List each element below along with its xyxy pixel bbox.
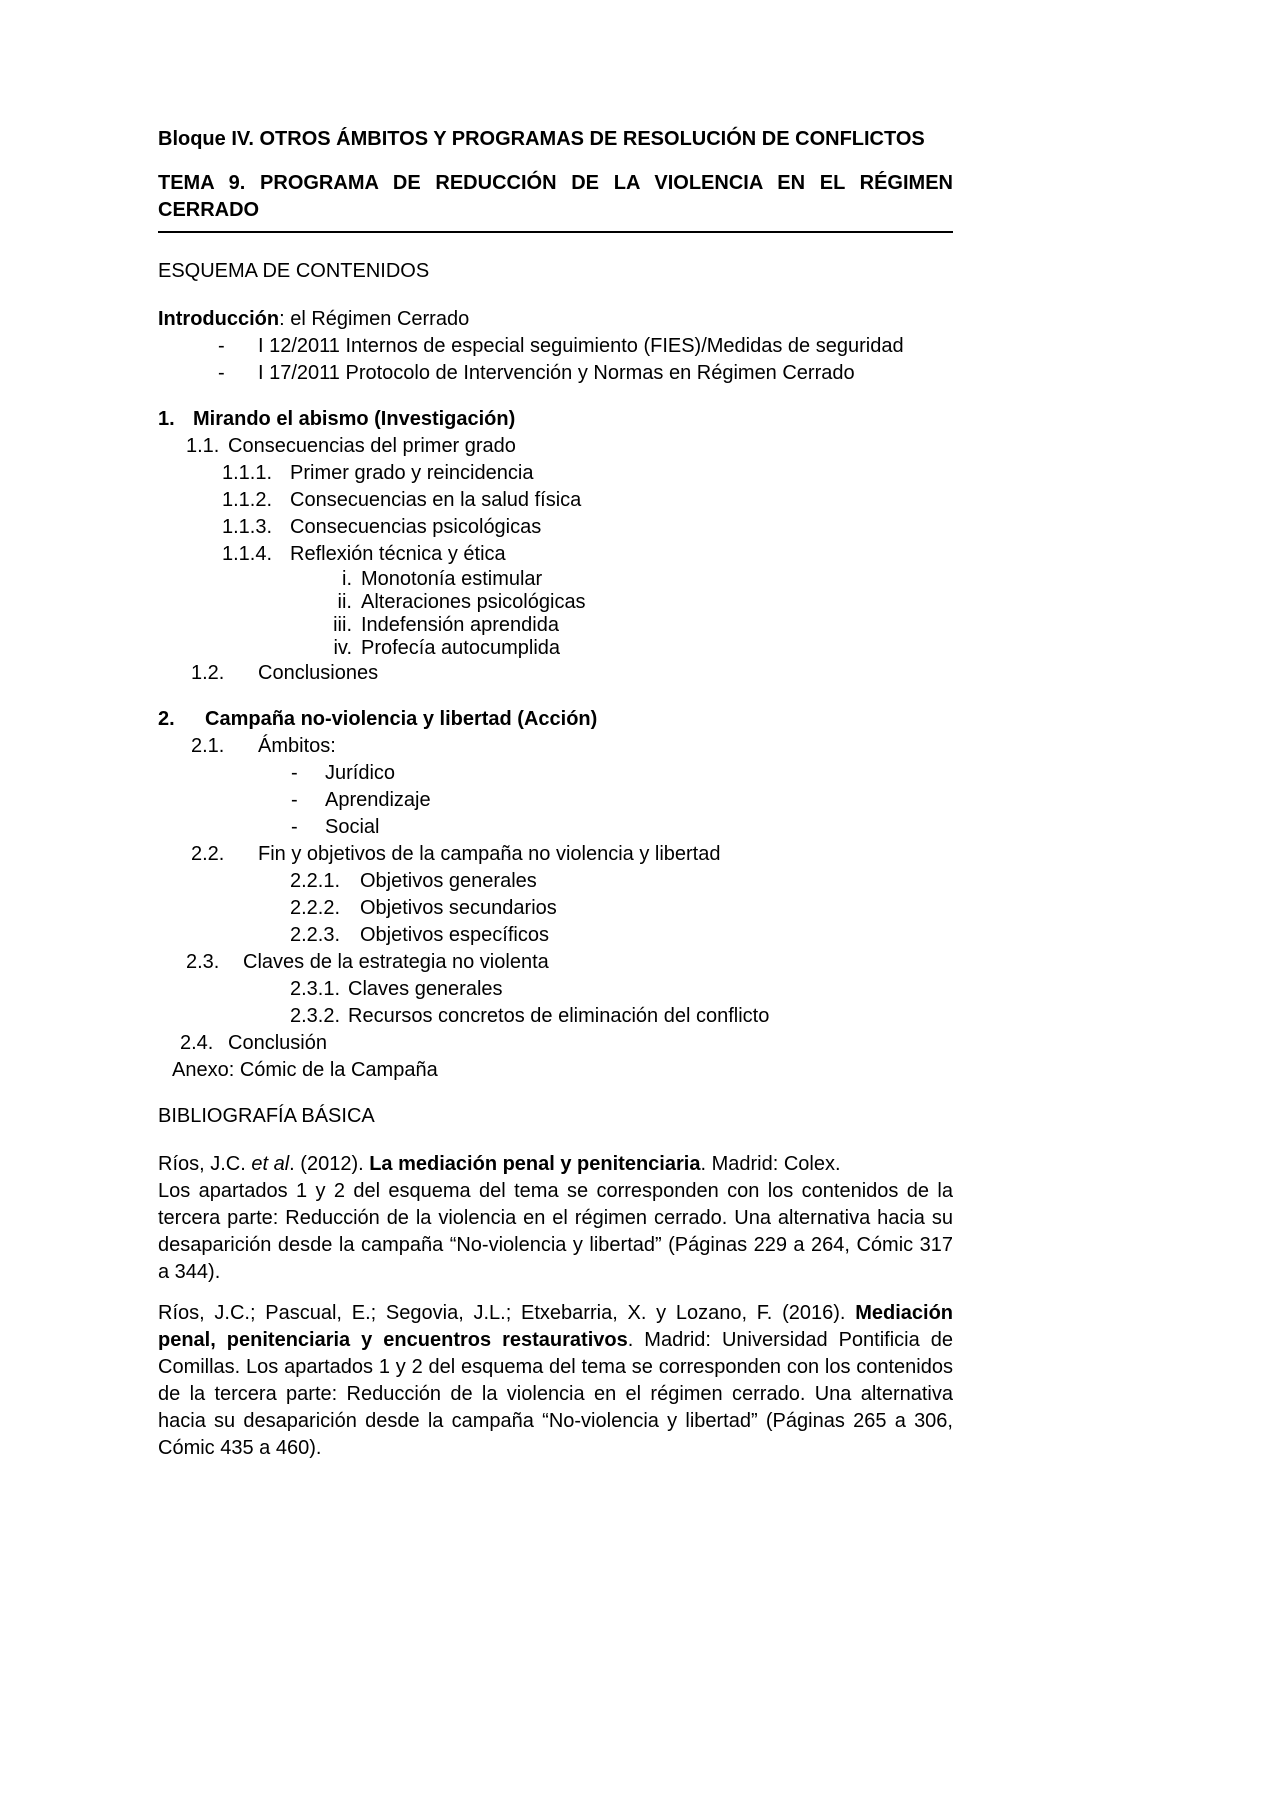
intro-item-text: I 12/2011 Internos de especial seguimiento (FIES)/Medidas de seguridad bbox=[258, 335, 904, 357]
item-text: Consecuencias en la salud física bbox=[290, 489, 582, 511]
intro-suffix: : el Régimen Cerrado bbox=[279, 308, 470, 330]
item-number: 1.1.2. bbox=[222, 489, 273, 511]
tema-heading-line2: CERRADO bbox=[158, 199, 260, 221]
section-2-heading bbox=[158, 706, 953, 733]
list-dash: - bbox=[291, 762, 298, 784]
outline-item-roman-i bbox=[158, 568, 953, 591]
ambito-item-aprendizaje bbox=[158, 787, 953, 814]
item-text: Primer grado y reincidencia bbox=[290, 462, 534, 484]
intro-item-1 bbox=[158, 333, 953, 360]
item-text: Social bbox=[325, 816, 380, 838]
item-number: 2.1. bbox=[191, 735, 225, 757]
item-number: 1.1.1. bbox=[222, 462, 273, 484]
intro-heading bbox=[158, 306, 953, 333]
outline-item-1-1-2 bbox=[158, 487, 953, 514]
item-text: Conclusión bbox=[228, 1032, 327, 1054]
outline-item-1-2 bbox=[158, 660, 953, 687]
outline-item-2-2-1 bbox=[158, 868, 953, 895]
item-text: Alteraciones psicológicas bbox=[361, 591, 586, 613]
tema-heading bbox=[158, 170, 953, 233]
item-number: 2.3.1. bbox=[290, 978, 341, 1000]
intro-item-text: I 17/2011 Protocolo de Intervención y Normas en Régimen Cerrado bbox=[258, 362, 855, 384]
bibliography-entry-2 bbox=[158, 1300, 953, 1462]
item-text: Monotonía estimular bbox=[361, 568, 543, 590]
section-title: Mirando el abismo (Investigación) bbox=[193, 408, 516, 430]
item-text: Objetivos específicos bbox=[360, 924, 549, 946]
ref-authors: Ríos, J.C. bbox=[158, 1153, 252, 1175]
ambito-item-social bbox=[158, 814, 953, 841]
outline-item-anexo bbox=[158, 1057, 953, 1084]
section-number: 2. bbox=[158, 708, 175, 730]
outline-item-1-1-1 bbox=[158, 460, 953, 487]
ref-description: Los apartados 1 y 2 del esquema del tema se corresponden con los contenidos de la tercera parte: Reducción de la violencia en el régimen cerrado. Una alternativa hacia su desaparición desde la campaña “No-violencia y libertad” (Páginas 229 a 264, Cómic 317 a 344). bbox=[158, 1180, 953, 1283]
section-title: Campaña no-violencia y libertad (Acción) bbox=[205, 708, 598, 730]
item-number: 2.3.2. bbox=[290, 1005, 341, 1027]
item-text: Anexo: Cómic de la Campaña bbox=[172, 1059, 438, 1081]
item-text: Profecía autocumplida bbox=[361, 637, 561, 659]
esquema-heading: ESQUEMA DE CONTENIDOS bbox=[158, 260, 430, 282]
outline-item-2-3-2 bbox=[158, 1003, 953, 1030]
item-text: Ámbitos: bbox=[258, 735, 336, 757]
ref-publisher: . Madrid: Colex. bbox=[700, 1153, 841, 1175]
outline-item-2-2 bbox=[158, 841, 953, 868]
item-number: 2.4. bbox=[180, 1032, 214, 1054]
bibliography-heading: BIBLIOGRAFÍA BÁSICA bbox=[158, 1105, 375, 1127]
item-text: Consecuencias del primer grado bbox=[228, 435, 516, 457]
outline-item-2-2-3 bbox=[158, 922, 953, 949]
item-text: Aprendizaje bbox=[325, 789, 431, 811]
item-text: Conclusiones bbox=[258, 662, 379, 684]
item-number: 1.1.3. bbox=[222, 516, 273, 538]
outline-item-2-1 bbox=[158, 733, 953, 760]
section-1-heading bbox=[158, 406, 953, 433]
outline-item-roman-iii bbox=[158, 614, 953, 637]
item-number: iv. bbox=[333, 637, 352, 659]
item-text: Indefensión aprendida bbox=[361, 614, 559, 636]
item-text: Reflexión técnica y ética bbox=[290, 543, 506, 565]
ref-etal: et al bbox=[251, 1153, 290, 1175]
item-number: 2.2.1. bbox=[290, 870, 341, 892]
ambito-item-juridico bbox=[158, 760, 953, 787]
list-dash: - bbox=[291, 816, 298, 838]
item-text: Jurídico bbox=[325, 762, 396, 784]
outline-item-1-1-4 bbox=[158, 541, 953, 568]
item-text: Objetivos generales bbox=[360, 870, 537, 892]
list-dash: - bbox=[291, 789, 298, 811]
item-number: 1.1.4. bbox=[222, 543, 273, 565]
ref-description: . Madrid: Universidad Pontificia de Comillas. Los apartados 1 y 2 del esquema del tema se corresponden con los contenidos de la tercera parte: Reducción de la violencia en el régimen cerrado. Una alternativa hacia su desaparición desde la campaña “No-violencia y libertad” (Páginas 265 a 306, Cómic 435 a 460). bbox=[158, 1329, 953, 1459]
item-number: 2.2.3. bbox=[290, 924, 341, 946]
intro-label: Introducción bbox=[158, 308, 280, 330]
bibliography-entry-1 bbox=[158, 1151, 953, 1286]
item-number: 2.2.2. bbox=[290, 897, 341, 919]
outline-item-2-3 bbox=[158, 949, 953, 976]
item-text: Objetivos secundarios bbox=[360, 897, 557, 919]
list-dash: - bbox=[218, 335, 225, 357]
outline-item-roman-ii bbox=[158, 591, 953, 614]
section-number: 1. bbox=[158, 408, 175, 430]
outline-item-roman-iv bbox=[158, 637, 953, 660]
item-text: Recursos concretos de eliminación del conflicto bbox=[348, 1005, 770, 1027]
ref-authors: Ríos, J.C.; Pascual, E.; Segovia, J.L.; Etxebarria, X. y Lozano, F. (2016). bbox=[158, 1302, 856, 1324]
tema-heading-line1: TEMA 9. PROGRAMA DE REDUCCIÓN DE LA VIOLENCIA EN EL RÉGIMEN bbox=[158, 172, 953, 194]
outline-item-2-4 bbox=[158, 1030, 953, 1057]
intro-item-2 bbox=[158, 360, 953, 387]
item-number: 1.1. bbox=[186, 435, 220, 457]
item-number: 1.2. bbox=[191, 662, 225, 684]
list-dash: - bbox=[218, 362, 225, 384]
outline-item-2-3-1 bbox=[158, 976, 953, 1003]
item-text: Fin y objetivos de la campaña no violencia y libertad bbox=[258, 843, 721, 865]
ref-year: . (2012). bbox=[289, 1153, 370, 1175]
item-number: ii. bbox=[337, 591, 352, 613]
item-number: iii. bbox=[333, 614, 352, 636]
outline-item-1-1-3 bbox=[158, 514, 953, 541]
item-number: 2.2. bbox=[191, 843, 225, 865]
item-text: Claves de la estrategia no violenta bbox=[243, 951, 549, 973]
item-text: Claves generales bbox=[348, 978, 503, 1000]
item-text: Consecuencias psicológicas bbox=[290, 516, 542, 538]
outline-item-2-2-2 bbox=[158, 895, 953, 922]
item-number: i. bbox=[342, 568, 352, 590]
item-number: 2.3. bbox=[186, 951, 220, 973]
outline-item-1-1 bbox=[158, 433, 953, 460]
ref-title: La mediación penal y penitenciaria bbox=[369, 1153, 701, 1175]
ref-title: Mediación penal, penitenciaria y encuentros restaurativos bbox=[158, 1302, 953, 1351]
block-title: Bloque IV. OTROS ÁMBITOS Y PROGRAMAS DE RESOLUCIÓN DE CONFLICTOS bbox=[158, 128, 925, 150]
